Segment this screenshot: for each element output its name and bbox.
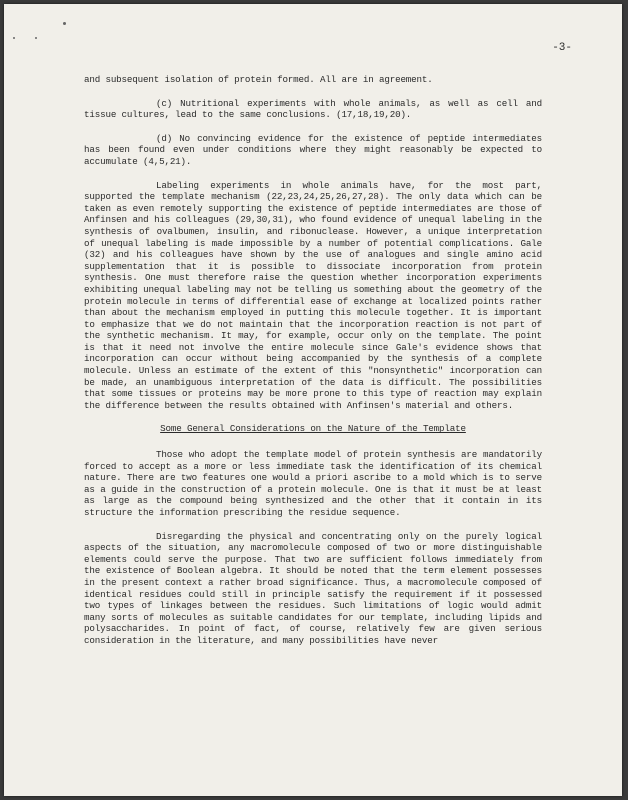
- section-heading: Some General Considerations on the Nature of the Template: [160, 423, 466, 435]
- page-number: -3-: [552, 42, 572, 54]
- paper-speck: [63, 22, 66, 25]
- paragraph: (d) No convincing evidence for the existence of peptide intermediates has been found even under conditions where they might reasonably be expected to accumulate (4,5,21).: [84, 132, 542, 167]
- paper-speck: [35, 37, 37, 39]
- paragraph: Disregarding the physical and concentrating only on the purely logical aspects of the situation, any macromolecule composed of two or more distinguishable elements could serve the purpose. That two are sufficient follows immediately from the existence of Boolean algebra. It should be noted that the term element possesses in the present context a rather broad significance. Thus, a macromolecule composed of identical residues could still in principle satisfy the requirement if it possessed two types of linkages between the residues. Such limitations of logic would admit many sorts of molecules as suitable candidates for our template, including lipids and polysaccharides. In point of fact, of course, relatively few are given serious consideration in the literature, and many possibilities have never: [84, 530, 542, 646]
- paper-speck: [13, 37, 15, 39]
- paragraph: (c) Nutritional experiments with whole animals, as well as cell and tissue cultures, lead to the same conclusions. (17,18,19,20).: [84, 97, 542, 121]
- paragraph: and subsequent isolation of protein formed. All are in agreement.: [84, 74, 433, 85]
- paragraph: Labeling experiments in whole animals have, for the most part, supported the template mechanism (22,23,24,25,26,27,28). The only data which can be taken as even remotely supporting the existence of peptide intermediates are those of Anfinsen and his colleagues (29,30,31), who found evidence of unequal labeling in the synthesis of ovalbumen, insulin, and ribonuclease. However, a unique interpretation of unequal labeling is made impossible by a number of potential complications. Gale (32) and his colleagues have shown by the use of analogues and single amino acid supplementation that it is possible to dissociate incorporation from protein synthesis. One must therefore raise the question whether incorporation experiments exhibiting unequal labeling may not be telling us something about the geometry of the protein molecule in terms of differential ease of exchange at localized points rather than about the mechanism employed in putting this molecule together. It is important to emphasize that we do not maintain that the incorporation reaction is not part of the synthetic mechanism. It may, for example, occur only on the template. The point is that it need not involve the entire molecule since Gale's evidence shows that incorporation can occur without being accompanied by the synthesis of a complete molecule. Unless an estimate of the extent of this "nonsynthetic" incorporation can be made, an unambiguous interpretation of the data is difficult. The possibilities that some tissues or proteins may be more prone to this type of reaction may explain the difference between the results obtained with Anfinsen's material and others.: [84, 179, 542, 411]
- document-body: [84, 74, 542, 659]
- document-page: [4, 4, 622, 796]
- paragraph: Those who adopt the template model of protein synthesis are mandatorily forced to accept as a more or less immediate task the identification of its chemical nature. There are two features one would a priori ascribe to a mold which is to serve as a guide in the construction of a protein molecule. One is that it must be at least as large as the compound being synthesized and the other that it contain in its structure the information prescribing the residue sequence.: [84, 449, 542, 518]
